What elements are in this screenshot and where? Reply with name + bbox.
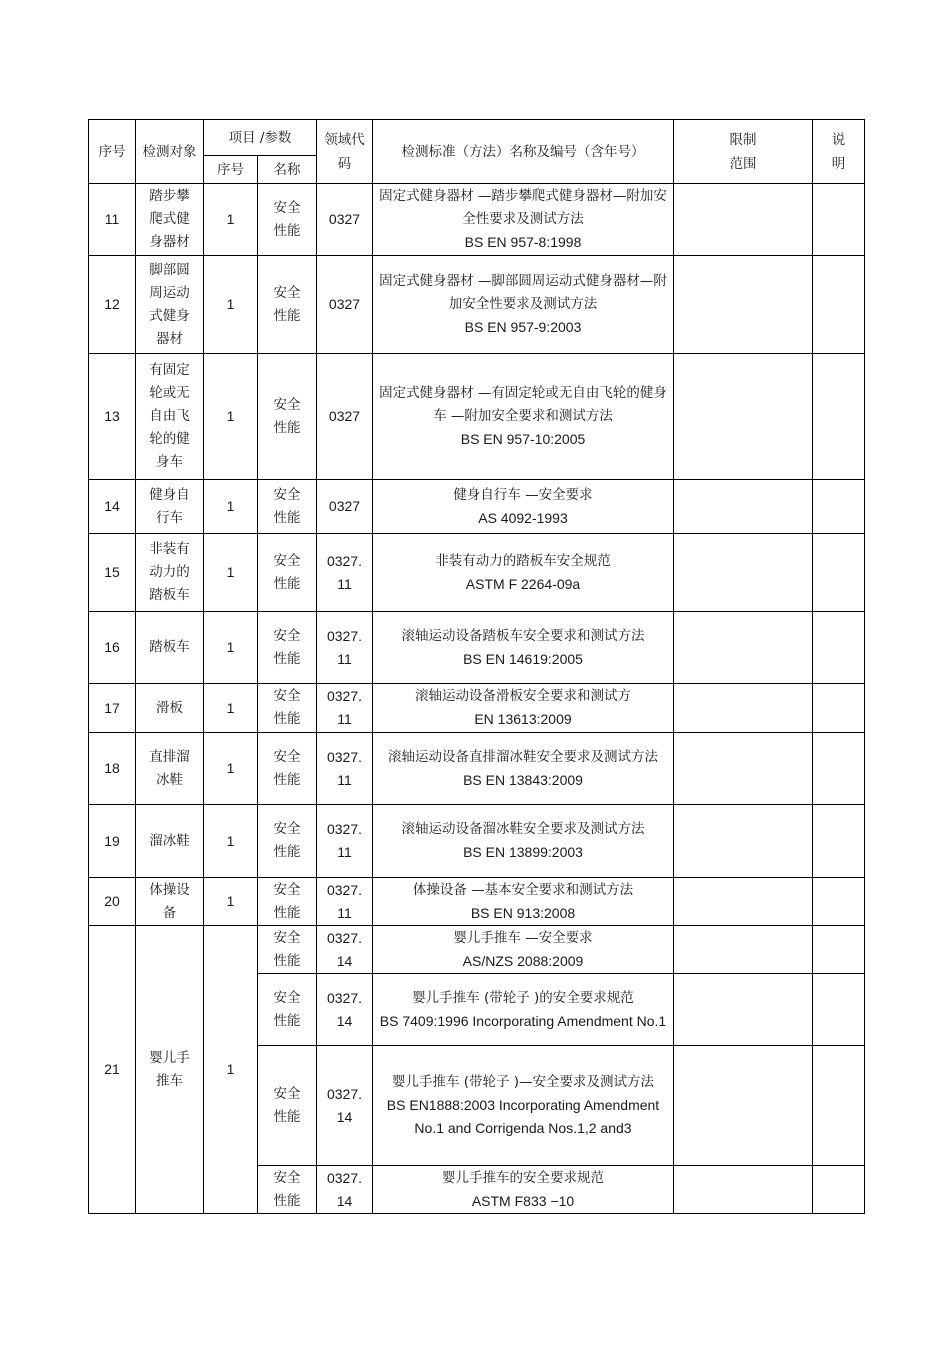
row-object-text: 踏板车 — [149, 639, 190, 655]
standard-name: 婴儿手推车 (带轮子 )的安全要求规范 — [412, 989, 634, 1006]
row-field-code — [317, 1166, 373, 1214]
standard-name: 滚轴运动设备直排溜冰鞋安全要求及测试方法 — [388, 748, 658, 765]
row-item-name-text: 安全性能 — [273, 989, 301, 1029]
row-item-name — [258, 974, 317, 1046]
row-item-name-text: 安全性能 — [273, 821, 301, 860]
row-seq-text: 12 — [104, 296, 120, 312]
row-item-seq-text: 1 — [226, 296, 235, 312]
row-seq-text: 16 — [104, 639, 120, 655]
row-field-code-text: 0327 — [328, 498, 361, 514]
standard-code: BS EN1888:2003 Incorporating Amendment No.1 and Corrigenda Nos.1,2 and3 — [386, 1097, 660, 1136]
row-field-code-text: 0327.14 — [326, 1169, 363, 1209]
row-object-text: 直排溜冰鞋 — [149, 748, 190, 788]
table-row — [89, 926, 865, 974]
row-seq-text: 18 — [104, 760, 120, 776]
row-item-name — [258, 256, 317, 354]
standard-code: AS/NZS 2088:2009 — [462, 952, 584, 969]
standard-code: BS EN 957-9:2003 — [464, 319, 582, 335]
row-field-code-text: 0327 — [328, 408, 361, 424]
row-object-text: 溜冰鞋 — [149, 832, 190, 849]
row-note — [813, 684, 865, 733]
row-limit — [674, 805, 813, 878]
table-body — [89, 184, 865, 1214]
table-row — [89, 184, 865, 256]
row-seq — [89, 684, 136, 733]
row-limit — [674, 1166, 813, 1214]
row-item-name-text: 安全性能 — [273, 627, 301, 667]
standard-cell — [373, 256, 674, 354]
row-item-seq-text: 1 — [226, 564, 235, 580]
table-row — [89, 480, 865, 534]
standard-name: 滚轴运动设备溜冰鞋安全要求及测试方法 — [401, 821, 645, 837]
standard-name: 固定式健身器材 —有固定轮或无自由飞轮的健身车 —附加安全要求和测试方法 — [379, 385, 667, 424]
table-row — [89, 733, 865, 805]
row-item-seq — [204, 534, 258, 612]
row-seq — [89, 926, 136, 1214]
standard-cell — [373, 534, 674, 612]
row-limit — [674, 256, 813, 354]
standards-table — [88, 119, 865, 1214]
row-item-name-text: 安全性能 — [273, 199, 301, 239]
row-object — [136, 878, 204, 926]
standard-name: 滚轴运动设备滑板安全要求和测试方 — [415, 688, 631, 704]
row-field-code — [317, 612, 373, 684]
row-field-code-text: 0327.14 — [326, 1085, 363, 1125]
row-object-text: 滑板 — [156, 699, 183, 716]
row-seq-text: 14 — [104, 498, 120, 514]
row-object — [136, 480, 204, 534]
table-row — [89, 534, 865, 612]
row-seq-text: 13 — [104, 408, 120, 424]
row-object — [136, 684, 204, 733]
standard-code: BS EN 913:2008 — [470, 904, 576, 921]
standard-name: 婴儿手推车的安全要求规范 — [442, 1169, 604, 1186]
standard-cell — [373, 612, 674, 684]
standard-code: ASTM F833 −10 — [471, 1192, 575, 1209]
row-seq — [89, 256, 136, 354]
row-item-seq — [204, 256, 258, 354]
row-limit — [674, 926, 813, 974]
header-item-name: 名称 — [258, 156, 317, 184]
standard-name: 婴儿手推车 (带轮子 )—安全要求及测试方法 — [391, 1074, 655, 1090]
standard-cell — [373, 974, 674, 1046]
table-row — [89, 612, 865, 684]
row-object — [136, 733, 204, 805]
standard-name: 固定式健身器材 —脚部圆周运动式健身器材—附加安全性要求及测试方法 — [379, 273, 667, 312]
row-item-name-text: 安全性能 — [273, 929, 301, 969]
standard-cell — [373, 184, 674, 256]
row-item-name — [258, 354, 317, 480]
row-seq-text: 20 — [104, 893, 120, 909]
row-item-name-text: 安全性能 — [273, 881, 301, 921]
row-field-code — [317, 974, 373, 1046]
row-field-code-text: 0327.14 — [326, 989, 363, 1029]
standard-cell — [373, 926, 674, 974]
row-field-code — [317, 184, 373, 256]
standard-code: BS EN 957-10:2005 — [460, 431, 586, 447]
table-row — [89, 684, 865, 733]
row-item-name — [258, 684, 317, 733]
table-header — [89, 120, 865, 184]
row-limit — [674, 480, 813, 534]
row-item-name — [258, 534, 317, 612]
row-seq — [89, 184, 136, 256]
row-field-code — [317, 805, 373, 878]
row-seq-text: 15 — [104, 564, 120, 580]
row-note — [813, 184, 865, 256]
row-item-seq-text: 1 — [226, 760, 235, 776]
row-object — [136, 926, 204, 1214]
standard-name: 体操设备 —基本安全要求和测试方法 — [412, 881, 634, 898]
row-field-code-text: 0327.11 — [326, 821, 363, 860]
row-item-name — [258, 612, 317, 684]
row-object — [136, 354, 204, 480]
standard-cell — [373, 733, 674, 805]
standard-code: EN 13613:2009 — [474, 711, 572, 727]
row-item-name-text: 安全性能 — [273, 1085, 301, 1125]
row-note — [813, 354, 865, 480]
standard-name: 滚轴运动设备踏板车安全要求和测试方法 — [401, 627, 645, 644]
row-item-seq — [204, 684, 258, 733]
standard-cell — [373, 805, 674, 878]
row-note — [813, 612, 865, 684]
row-seq-text: 19 — [104, 832, 120, 849]
standard-code: BS EN 14619:2005 — [463, 650, 583, 667]
row-field-code — [317, 926, 373, 974]
row-field-code — [317, 354, 373, 480]
row-object — [136, 805, 204, 878]
row-limit — [674, 534, 813, 612]
row-field-code — [317, 878, 373, 926]
table-row — [89, 878, 865, 926]
row-item-name-text: 安全性能 — [273, 688, 301, 727]
row-item-seq — [204, 184, 258, 256]
row-seq-text: 17 — [104, 699, 120, 716]
row-field-code — [317, 684, 373, 733]
row-limit — [674, 184, 813, 256]
row-item-seq — [204, 480, 258, 534]
row-note — [813, 878, 865, 926]
row-object-text: 有固定轮或无自由飞轮的健身车 — [149, 362, 190, 470]
row-item-name — [258, 184, 317, 256]
row-item-seq — [204, 878, 258, 926]
row-seq — [89, 354, 136, 480]
standard-cell — [373, 684, 674, 733]
row-object — [136, 534, 204, 612]
row-note — [813, 1166, 865, 1214]
standard-code: BS 7409:1996 Incorporating Amendment No.1 — [379, 1012, 667, 1029]
row-item-name-text: 安全性能 — [273, 396, 301, 436]
row-limit — [674, 684, 813, 733]
row-object — [136, 612, 204, 684]
row-limit — [674, 974, 813, 1046]
header-field-code: 领域代码 — [317, 120, 373, 184]
row-note — [813, 733, 865, 805]
row-seq — [89, 534, 136, 612]
header-item-seq: 序号 — [204, 156, 258, 184]
row-field-code-text: 0327 — [328, 211, 361, 227]
row-field-code — [317, 534, 373, 612]
row-field-code-text: 0327 — [328, 296, 361, 312]
row-seq — [89, 733, 136, 805]
row-field-code-text: 0327.11 — [326, 627, 363, 667]
row-field-code-text: 0327.14 — [326, 929, 363, 969]
row-field-code — [317, 480, 373, 534]
standard-code: BS EN 13899:2003 — [463, 844, 583, 860]
row-item-seq-text: 1 — [226, 1061, 235, 1077]
row-item-name — [258, 926, 317, 974]
row-item-seq-text: 1 — [226, 408, 235, 424]
header-limit: 限制范围 — [674, 120, 813, 184]
row-object-text: 踏步攀爬式健身器材 — [149, 188, 190, 250]
header-standard: 检测标准（方法）名称及编号（含年号） — [373, 120, 674, 184]
row-note — [813, 480, 865, 534]
table-row — [89, 805, 865, 878]
standard-cell — [373, 878, 674, 926]
standard-cell — [373, 1166, 674, 1214]
standard-name: 非装有动力的踏板车安全规范 — [435, 552, 611, 569]
row-limit — [674, 612, 813, 684]
row-field-code — [317, 733, 373, 805]
row-note — [813, 256, 865, 354]
row-item-name-text: 安全性能 — [273, 748, 301, 788]
standard-cell — [373, 480, 674, 534]
row-seq — [89, 805, 136, 878]
row-seq — [89, 480, 136, 534]
table-row — [89, 354, 865, 480]
row-field-code-text: 0327.11 — [326, 881, 363, 921]
row-item-seq — [204, 805, 258, 878]
row-note — [813, 805, 865, 878]
row-limit — [674, 878, 813, 926]
standard-cell — [373, 354, 674, 480]
row-note — [813, 1046, 865, 1166]
standard-name: 婴儿手推车 —安全要求 — [453, 929, 593, 946]
row-item-seq-text: 1 — [226, 639, 235, 655]
row-item-name — [258, 1166, 317, 1214]
row-limit — [674, 1046, 813, 1166]
row-seq-text: 11 — [104, 211, 120, 227]
row-item-seq-text: 1 — [226, 832, 235, 849]
row-item-seq — [204, 926, 258, 1214]
row-object-text: 脚部圆周运动式健身器材 — [149, 261, 190, 347]
row-object-text: 体操设备 — [149, 881, 190, 921]
row-item-name-text: 安全性能 — [273, 552, 301, 592]
row-item-name-text: 安全性能 — [273, 284, 301, 324]
standard-code: AS 4092-1993 — [478, 509, 568, 526]
row-object — [136, 184, 204, 256]
row-item-seq — [204, 612, 258, 684]
row-item-name-text: 安全性能 — [273, 1169, 301, 1209]
row-field-code-text: 0327.11 — [326, 748, 363, 788]
standard-cell — [373, 1046, 674, 1166]
row-item-seq — [204, 733, 258, 805]
row-seq-text: 21 — [104, 1061, 120, 1077]
standard-name: 健身自行车 —安全要求 — [453, 486, 593, 503]
row-item-name — [258, 805, 317, 878]
row-item-seq-text: 1 — [226, 893, 235, 909]
row-object — [136, 256, 204, 354]
row-note — [813, 534, 865, 612]
row-item-seq-text: 1 — [226, 211, 235, 227]
row-item-seq-text: 1 — [226, 498, 235, 514]
row-object-text: 健身自行车 — [149, 486, 190, 526]
table-row — [89, 256, 865, 354]
row-object-text: 婴儿手推车 — [149, 1049, 190, 1089]
row-field-code-text: 0327.11 — [326, 552, 363, 592]
row-item-seq-text: 1 — [226, 699, 235, 716]
standard-name: 固定式健身器材 —踏步攀爬式健身器材—附加安全性要求及测试方法 — [379, 188, 667, 227]
row-item-seq — [204, 354, 258, 480]
row-object-text: 非装有动力的踏板车 — [149, 541, 190, 603]
row-limit — [674, 733, 813, 805]
header-item-group: 项目 /参数 — [204, 120, 317, 156]
row-field-code-text: 0327.11 — [326, 688, 363, 727]
row-item-name — [258, 878, 317, 926]
row-item-name — [258, 480, 317, 534]
standard-code: BS EN 957-8:1998 — [464, 234, 582, 250]
row-note — [813, 926, 865, 974]
row-field-code — [317, 1046, 373, 1166]
row-item-name-text: 安全性能 — [273, 486, 301, 526]
row-item-name — [258, 1046, 317, 1166]
standard-code: ASTM F 2264-09a — [465, 575, 581, 592]
row-note — [813, 974, 865, 1046]
standard-code: BS EN 13843:2009 — [463, 771, 583, 788]
row-seq — [89, 612, 136, 684]
header-seq: 序号 — [89, 120, 136, 184]
row-item-name — [258, 733, 317, 805]
row-limit — [674, 354, 813, 480]
header-object: 检测对象 — [136, 120, 204, 184]
row-field-code — [317, 256, 373, 354]
header-note: 说明 — [813, 120, 865, 184]
row-seq — [89, 878, 136, 926]
